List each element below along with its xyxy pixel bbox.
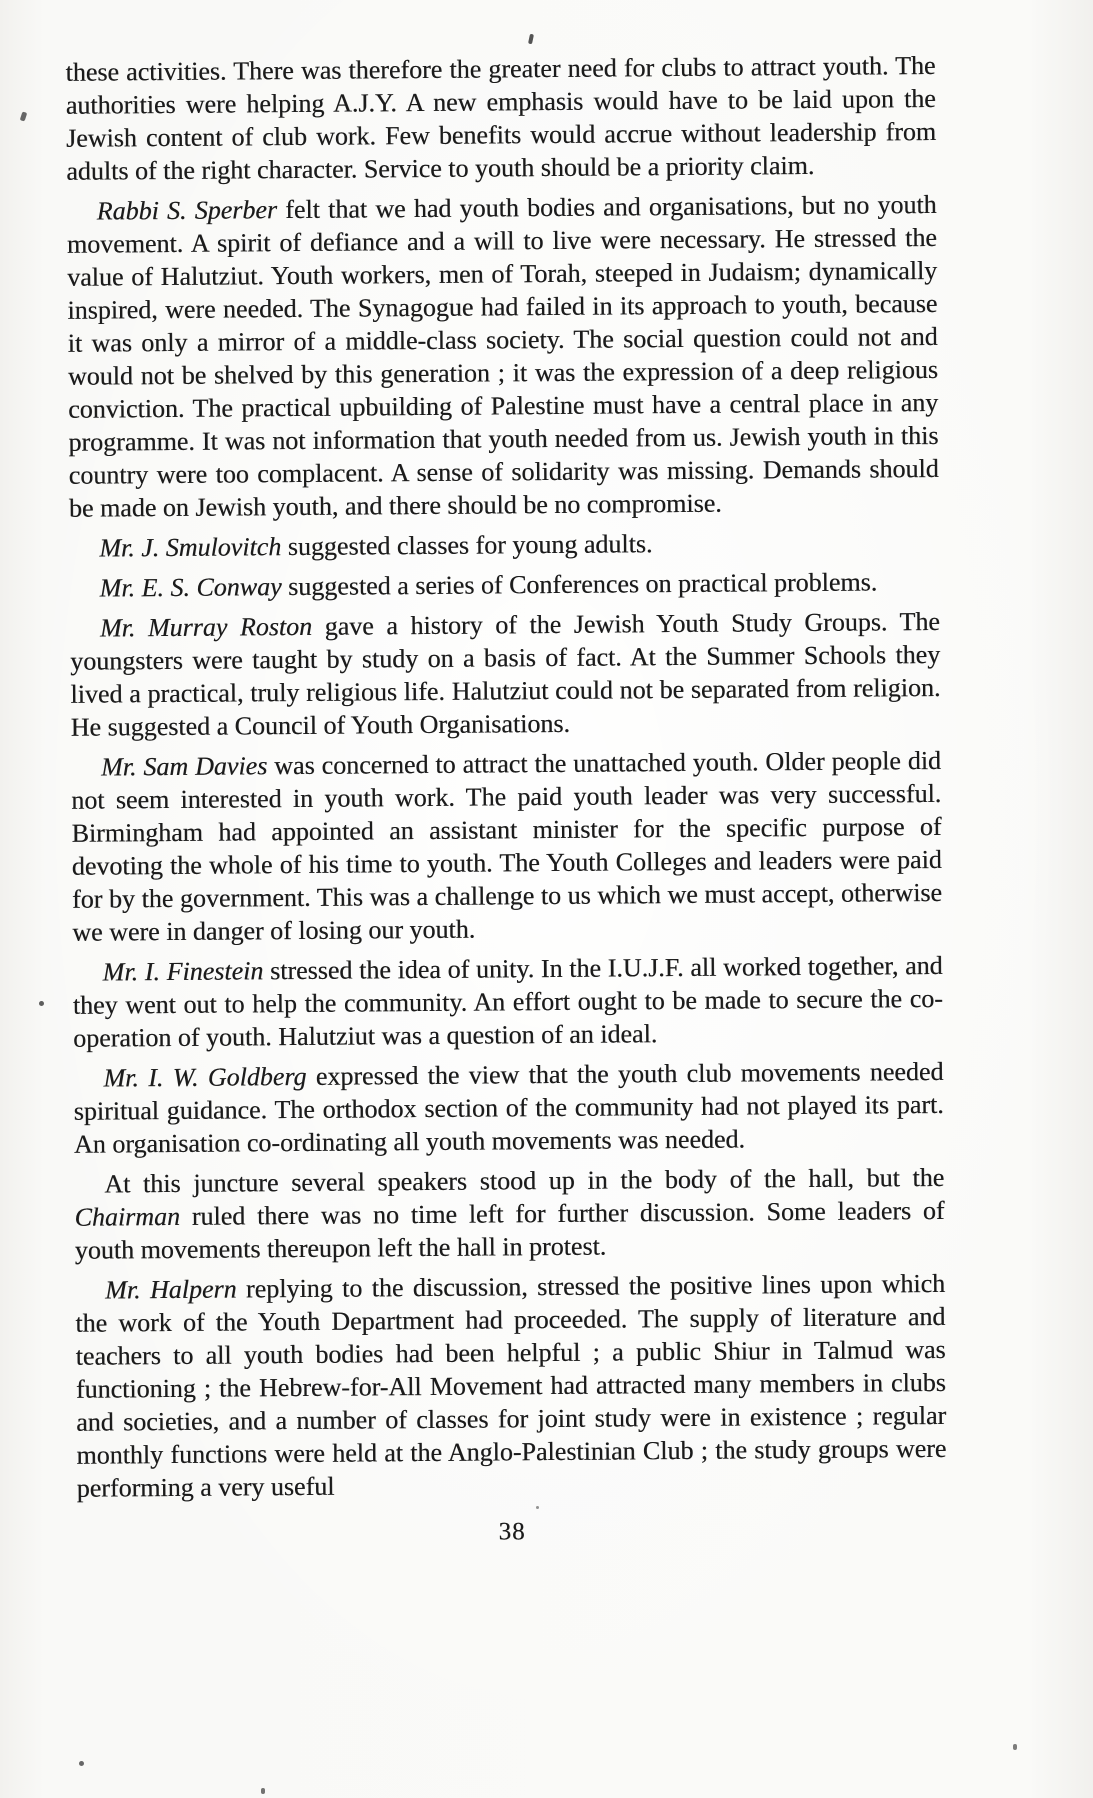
page-number: 38 — [498, 1518, 526, 1546]
paragraph-text: suggested a series of Conferences on practical problems. — [281, 567, 878, 602]
paragraph — [69, 565, 939, 605]
speaker-name: Chairman — [74, 1201, 181, 1232]
speaker-name: Mr. I. Finestein — [102, 956, 264, 987]
speaker-name: Mr. J. Smulovitch — [99, 532, 282, 563]
paragraph-text: stressed the idea of unity. In the I.U.J.F. all worked together, and they went out to help the community. An effort ought to be made to secure the co-operation of youth. Halutziut was a question of an ideal. — [72, 950, 943, 1053]
paragraph — [65, 49, 936, 188]
paragraph — [72, 949, 943, 1055]
paragraph — [67, 188, 940, 525]
paragraph-text: At this juncture several speakers stood up in the body of the hall, but the — [104, 1162, 945, 1199]
paragraph-text: felt that we had youth bodies and organisations, but no youth movement. A spirit of defiance and a will to live were necessary. He stressed the value of Halutziut. Youth workers, men of Torah, steeped in Judaism; dynamically inspired, were needed. The Synagogue had failed in its approach to youth, because it was only a mirror of a middle-class society. The social question could not and would not be shelved by this generation ; it was the expression of a deep religious conviction. The practical upbuilding of Palestine must have a central place in any programme. It was not information that youth needed from us. Jewish youth in this country were too complacent. A sense of solidarity was missing. Demands should be made on Jewish youth, and there should be no compromise. — [66, 189, 939, 523]
paragraph-text: expressed the view that the youth club movements needed spiritual guidance. The orthodox section of the community had not played its part. An organisation co-ordinating all youth movements was needed. — [73, 1056, 944, 1159]
speaker-name: Mr. Murray Roston — [99, 611, 313, 643]
paragraph — [73, 1055, 944, 1161]
speaker-name: Mr. Halpern — [105, 1274, 237, 1305]
paragraph — [69, 525, 939, 565]
paragraph-text: was concerned to attract the unattached youth. Older people did not seem interested in youth work. The paid youth leader was very successful. Birmingham had appointed an assistant minister for the specific purpose of devoting the whole of his time to youth. The Youth Colleges and leaders were paid for by the government. This was a challenge to us which we must accept, otherwise we were in danger of losing our youth. — [71, 745, 943, 947]
paragraph-text: replying to the discussion, stressed the positive lines upon which the work of the Youth Department had proceeded. The supply of literature and teachers to all youth bodies had been helpful ; a public Shiur in Talmud was functioning ; the Hebrew-for-All Movement had attracted many members in clubs and societies, and a number of classes for joint study were in existence ; regular monthly functions were held at the Anglo-Palestinian Club ; the study groups were performing a very useful — [75, 1268, 947, 1503]
scan-speck — [1013, 1744, 1017, 1750]
speaker-name: Rabbi S. Sperber — [96, 195, 278, 226]
paragraph — [74, 1161, 945, 1267]
scan-speck — [261, 1788, 265, 1794]
paragraph — [71, 744, 943, 949]
speaker-name: Mr. I. W. Goldberg — [103, 1061, 307, 1093]
scan-speck — [536, 1506, 539, 1509]
paragraph-text: suggested classes for young adults. — [281, 529, 653, 562]
scan-speck — [39, 1001, 44, 1006]
paragraph-text: ruled there was no time left for further discussion. Some leaders of youth movements thereupon left the hall in protest. — [74, 1195, 945, 1265]
paragraph-text: gave a history of the Jewish Youth Study Groups. The youngsters were taught by study on a basis of fact. At the Summer Schools they lived a practical, truly religious life. Halutziut could not be separated from religion. He suggested a Council of Youth Organisations. — [70, 606, 941, 742]
speaker-name: Mr. Sam Davies — [100, 751, 268, 782]
paragraph — [70, 605, 941, 744]
paragraph — [75, 1267, 947, 1505]
scan-speck — [79, 1761, 84, 1766]
paragraph-text: these activities. There was therefore the greater need for clubs to attract youth. The authorities were helping A.J.Y. A new emphasis would have to be laid upon the Jewish content of club work. Few benefits would accrue without leadership from adults of the right character. Service to youth should be a priority claim. — [65, 50, 937, 186]
speaker-name: Mr. E. S. Conway — [99, 572, 282, 603]
